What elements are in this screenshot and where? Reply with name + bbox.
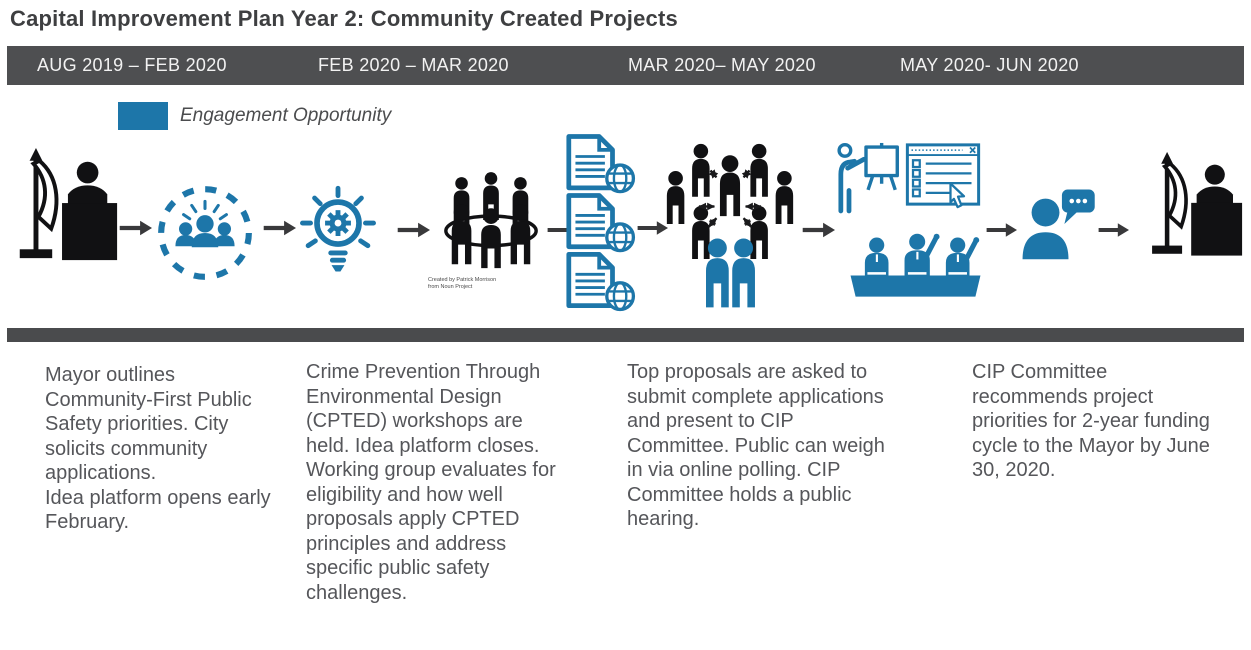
idea-lightbulb-icon bbox=[296, 180, 380, 292]
mayor-podium-icon bbox=[8, 148, 120, 266]
flow-arrow-icon bbox=[396, 221, 430, 239]
timeline-phase-1: AUG 2019 – FEB 2020 bbox=[37, 55, 227, 75]
attribution-line: Created by Patrick Morrison bbox=[428, 277, 497, 283]
flow-arrow-icon bbox=[118, 219, 152, 237]
phase-1-description bbox=[45, 363, 280, 535]
attribution-line: from Noun Project bbox=[428, 283, 473, 290]
timeline-bar bbox=[7, 46, 1244, 85]
timeline-phase-2: FEB 2020 – MAR 2020 bbox=[318, 55, 509, 75]
engagement-legend-label: Engagement Opportunity bbox=[180, 105, 392, 126]
community-workshop-icon bbox=[154, 182, 256, 284]
online-polling-icon bbox=[905, 143, 981, 215]
flow-arrow-icon bbox=[1097, 221, 1129, 239]
flow-arrow-icon bbox=[801, 221, 835, 239]
flow-arrow-icon bbox=[985, 221, 1017, 239]
phase-4-description bbox=[972, 360, 1210, 483]
phase-3-description bbox=[627, 360, 895, 532]
working-group-icon bbox=[432, 170, 550, 276]
phase-2-description bbox=[306, 360, 558, 605]
description-text: Top proposals are asked to submit complete applications and present to CIP Committee. Public can weigh in via online polling. CIP Committee holds a public hearing. bbox=[627, 361, 885, 530]
icon-attribution bbox=[428, 277, 548, 291]
public-comment-icon bbox=[1016, 183, 1098, 265]
description-text: Idea platform opens early February. bbox=[45, 486, 271, 533]
committee-hearing-icon bbox=[848, 224, 983, 300]
description-text: Mayor outlines Community-First Public Safety priorities. City solicits community applications. bbox=[45, 364, 252, 484]
timeline-phase-3: MAR 2020– MAY 2020 bbox=[628, 55, 816, 75]
mayor-podium-icon bbox=[1143, 143, 1243, 270]
flow-arrow-icon bbox=[262, 219, 296, 237]
description-text: Crime Prevention Through Environmental Design (CPTED) workshops are held. Idea platform closes. Working group evaluates for eligibility and how well proposals apply CPTED principles and address specific public safety challenges. bbox=[306, 361, 556, 604]
applications-documents-icon bbox=[565, 133, 641, 313]
timeline-phase-4: MAY 2020- JUN 2020 bbox=[900, 55, 1079, 75]
community-network-icon bbox=[662, 136, 798, 310]
page-title: Capital Improvement Plan Year 2: Community Created Projects bbox=[10, 6, 678, 31]
separator-bar bbox=[7, 328, 1244, 342]
engagement-legend-swatch bbox=[118, 102, 168, 130]
description-text: CIP Committee recommends project priorities for 2-year funding cycle to the Mayor by June 30, 2020. bbox=[972, 361, 1210, 481]
presentation-icon bbox=[832, 140, 900, 218]
